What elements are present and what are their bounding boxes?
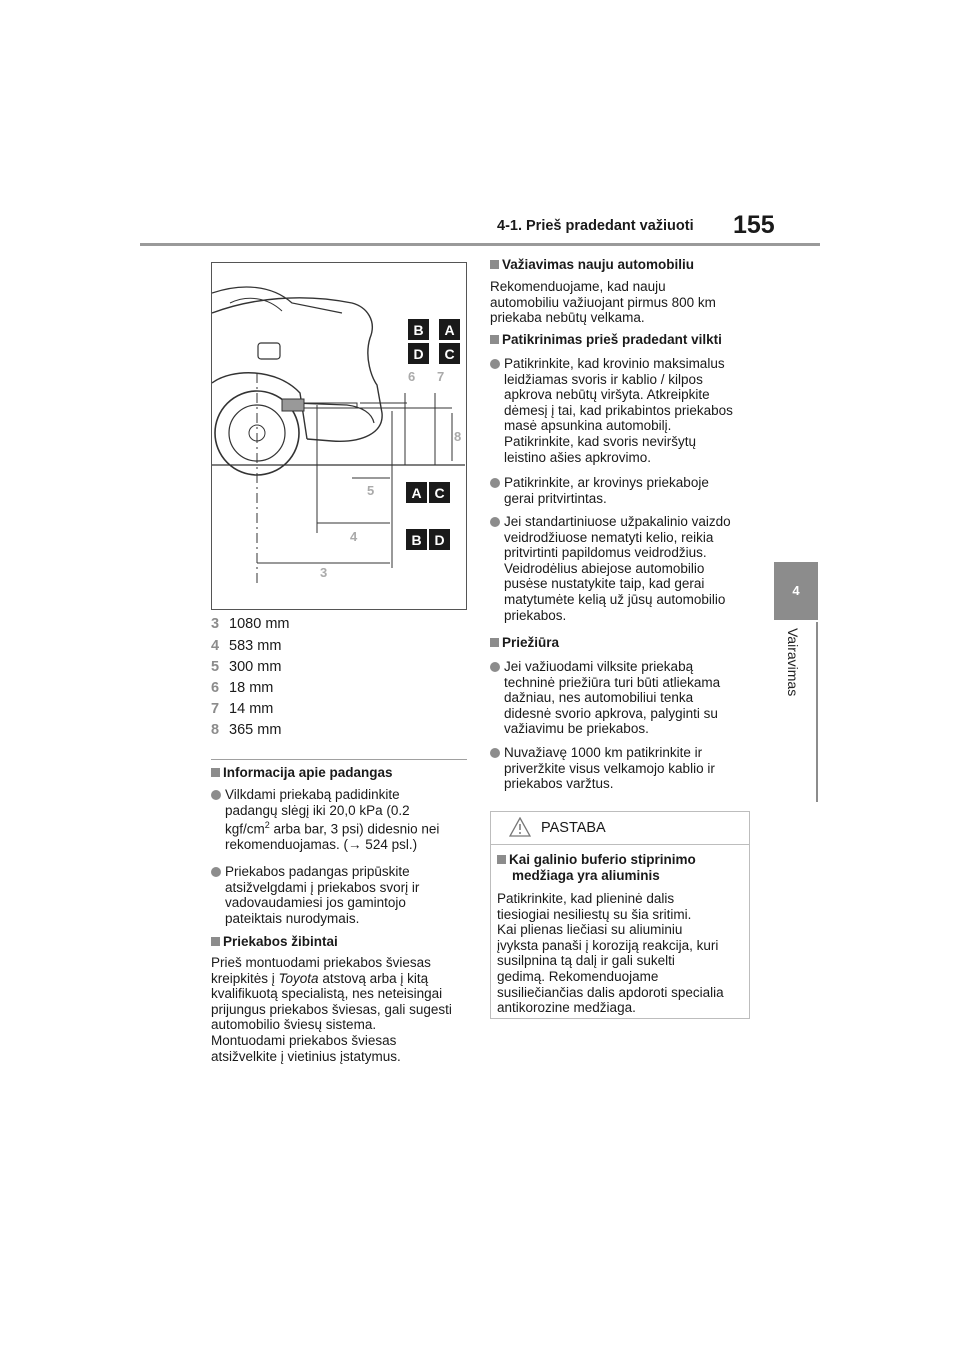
section-title: 4-1. Prieš pradedant važiuoti [497,218,694,234]
svg-text:C: C [444,346,455,362]
square-bullet-icon [211,937,220,946]
dim-label-5: 5 [367,483,375,498]
header-rule [140,243,820,246]
bullet-dot-icon [211,790,221,800]
bullet-dot-icon [490,359,500,369]
tires-bullet-2: Priekabos padangas pripūskite atsižvelgdami į priekabos svorį ir vadovaudamiesi jos gamintojo pateiktais nurodymais. [211,864,471,926]
bullet-dot-icon [490,478,500,488]
maintenance-heading: Priežiūra [490,635,559,651]
bullet-dot-icon [490,517,500,527]
chapter-tab[interactable]: 4 [774,562,818,620]
square-bullet-icon [211,768,220,777]
note-heading: Kai galinio buferio stiprinimo medžiaga yra aliuminis [497,852,696,884]
square-bullet-icon [490,260,499,269]
page-number: 155 [733,211,775,239]
svg-text:A: A [411,485,422,501]
car-rear-illustration [212,263,465,608]
measurement-item: 5 300 mm [211,659,282,675]
note-title: PASTABA [541,820,606,836]
dim-label-4: 4 [350,529,358,544]
car-roof-line [212,287,342,313]
svg-text:B: B [413,322,424,338]
measurement-item: 4 583 mm [211,638,282,654]
box-D-top [408,343,429,364]
bullet-dot-icon [490,662,500,672]
box-C-mid [429,482,450,503]
note-paragraph: Patikrinkite, kad plieninė dalis tiesiogiai nesiliestų su šia sritimi. Kai plienas liečiasi su aliuminiu įvyksta panaši į koroziją reakcija, kuri susilpnina tą dalį ir gali sukelti gedimą. Rekomenduojame susiliečiančias dalis apdoroti specialia antikorozine medžiaga. [497,891,724,1016]
check-bullet-3: Jei standartiniuose užpakalinio vaizdo veidrodžiuose nematyti kelio, reikia pritvirtinti papildomus veidrodžius. Veidrodėlius abiejose automobilio pusėse nustatykite taip, kad gerai matytumėte kelią už jūsų automobilio priekabos. [490,514,760,623]
svg-text:D: D [434,532,445,548]
svg-text:D: D [413,346,424,362]
dim-label-6: 6 [408,369,416,384]
box-A-mid [406,482,427,503]
svg-text:B: B [411,532,422,548]
box-A-top [439,319,460,340]
square-bullet-icon [490,335,499,344]
dim-label-8: 8 [454,429,462,444]
svg-text:A: A [444,322,455,338]
bullet-dot-icon [490,748,500,758]
new-car-paragraph: Rekomenduojame, kad nauju automobiliu važiuojant pirmus 800 km priekaba nebūtų velkama. [490,279,716,326]
warning-triangle-icon [509,817,531,837]
check-bullet-2: Patikrinkite, ar krovinys priekaboje gerai pritvirtintas. [490,475,760,506]
box-B-low [406,529,427,550]
measurement-item: 7 14 mm [211,701,274,717]
new-car-heading: Važiavimas nauju automobiliu [490,257,694,273]
svg-text:C: C [434,485,445,501]
maintenance-bullet-1: Jei važiuodami vilksite priekabą techninė priežiūra turi būti atliekama dažniau, nes automobiliui tenka didesnė svorio apkrova, palyginti su važiavimu be priekabos. [490,659,760,737]
dim-label-7: 7 [437,369,445,384]
chapter-name: Vairavimas [785,628,801,697]
section-divider [211,759,467,760]
measurement-item: 8 365 mm [211,722,282,738]
note-header [491,812,749,845]
box-D-low [429,529,450,550]
box-C-top [439,343,460,364]
square-bullet-icon [497,855,506,864]
caution-note-box [490,811,750,1019]
check-bullet-1: Patikrinkite, kad krovinio maksimalus leidžiamas svoris ir kablio / kilpos apkrova nebūtų viršyta. Atkreipkite dėmesį į tai, kad prikabintos priekabos masė apsunkina automobilį. Patikrinkite, kad svoris neviršytų leistino ašies apkrovimo. [490,356,760,465]
tires-bullet-1: Vilkdami priekabą padidinkite padangų slėgį iki 20,0 kPa (0.2 kgf/$cm^2$ arba bar, 3 psi) didesnio nei rekomenduojamas. (→ 524 psl.) [211,787,471,853]
box-B-top [408,319,429,340]
measurement-item: 6 18 mm [211,680,274,696]
check-heading: Patikrinimas prieš pradedant vilkti [490,332,722,348]
square-bullet-icon [490,638,499,647]
dim-label-3: 3 [320,565,328,580]
hitch-dimension-diagram [211,262,467,610]
maintenance-bullet-2: Nuvažiavę 1000 km patikrinkite ir priveržkite visus velkamojo kablio ir priekabos varžtus. [490,745,760,792]
lights-paragraph: Prieš montuodami priekabos šviesas kreipkitės į Toyota atstovą arba į kitą kvalifikuotą specialistą, nes neteisingai prijungus priekabos šviesas, gali sugesti automobilio šviesų sistema. Montuodami priekabos šviesas atsižvelkite į vietinius įstatymus. [211,955,452,1064]
lights-heading: Priekabos žibintai [211,934,338,950]
fuel-door [258,343,280,359]
measurement-item: 3 1080 mm [211,616,290,632]
tires-heading: Informacija apie padangas [211,765,393,781]
chapter-tab-rule [816,622,818,802]
tow-hitch-mount [282,399,304,411]
bullet-dot-icon [211,867,221,877]
